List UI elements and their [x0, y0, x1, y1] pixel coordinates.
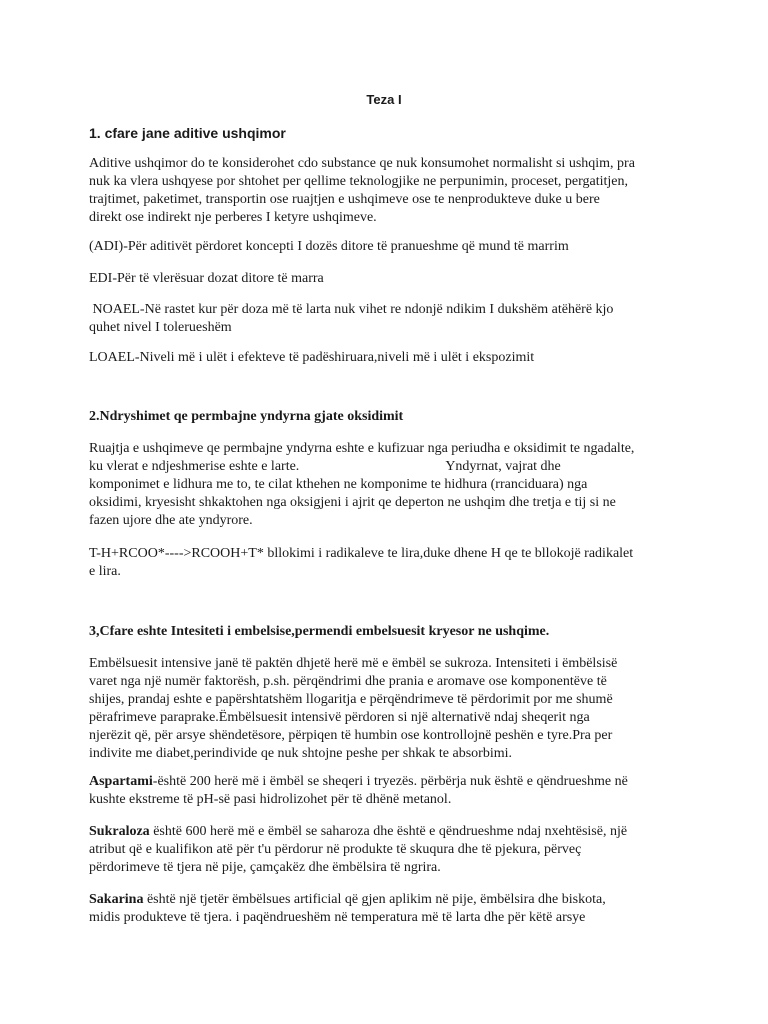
- text-line: trajtimet, paketimet, transportin ose ruajtjen e ushqimeve ose te nenprodukteve duke u bere: [89, 192, 600, 207]
- adi-definition: [89, 238, 689, 256]
- text-line: përafrimeve paraprake.Ëmbëlsuesit intensivë përdoren si një alternativë ndaj sheqerit nga: [89, 710, 590, 725]
- document-title: Teza I: [366, 92, 402, 107]
- text-line: direkt ose indirekt nje perberes I ketyre ushqimeve.: [89, 210, 377, 225]
- text-line: (ADI)-Për aditivët përdoret koncepti I dozës ditore të pranueshme që mund të marrim: [89, 239, 569, 254]
- text-line: e lira.: [89, 564, 121, 579]
- text-fragment: Yndyrnat, vajrat dhe: [445, 459, 561, 474]
- text-line: nuk ka vlera ushqyese por shtohet per qellime teknologjike ne perpunimin, proceset, pergatitjen,: [89, 174, 628, 189]
- text-line: kushte ekstreme të pH-së pasi hidrolizohet për të dhënë metanol.: [89, 792, 452, 807]
- noael-definition: [89, 301, 689, 337]
- text-line: njerëzit që, për arsye shëndetësore, përpiqen të humbin ose kontrollojnë peshën e tyre.Pra per: [89, 728, 613, 743]
- text-line: EDI-Për të vlerësuar dozat ditore të marra: [89, 271, 324, 286]
- aspartami-paragraph: [89, 773, 689, 809]
- text-line: indivite me diabet,perindividе qe nuk shtojne peshe per shkak te absorbimi.: [89, 746, 513, 761]
- loael-definition: [89, 349, 689, 367]
- text-line: midis produkteve të tjera. i paqëndrueshëm në temperatura më të larta dhe për këtë arsye: [89, 910, 586, 925]
- section-2-paragraph: [89, 440, 689, 530]
- text-line: LOAEL-Niveli më i ulët i efekteve të padëshiruara,niveli më i ulët i ekspozimit: [89, 350, 535, 365]
- section-3-heading: 3,Cfare eshte Intesiteti i embelsise,permendi embelsuesit kryesor ne ushqime.: [89, 624, 550, 639]
- sweetener-name: Aspartami: [89, 774, 153, 789]
- text-line: NOAEL-Në rastet kur për doza më të larta nuk vihet re ndonjë ndikim I dukshëm atëhërë kjo: [89, 302, 614, 317]
- text-fragment: -është 200 herë më i ëmbël se sheqeri i tryezës. përbërja nuk është e qëndrueshme në: [152, 774, 628, 789]
- section-1-heading: 1. cfare jane aditive ushqimor: [89, 125, 286, 141]
- text-line: përdorimeve të tjera në pije, çamçakëz dhe ëmbëlsira të ngrira.: [89, 860, 441, 875]
- text-line: oksidimi, kryesisht shkaktohen nga oksigjeni i ajrit qe deperton ne ushqim dhe tretja e tij si ne: [89, 495, 616, 510]
- text-line: quhet nivel I tolerueshëm: [89, 320, 232, 335]
- sweetener-name: Sakarina: [89, 892, 144, 907]
- text-line: atribut që e kualifikon atë për t'u përdorur në produkte të skuqura dhe të pjekura, përveç: [89, 842, 582, 857]
- text-line: T-H+RCOO*---->RCOOH+T* bllokimi i radikaleve te lira,duke dhene H qe te bllokojë radikalet: [89, 546, 634, 561]
- reaction-equation: [89, 545, 689, 581]
- text-line: komponimet e lidhura me to, te cilat kthehen ne komponime te hidhura (rranciduara) nga: [89, 477, 588, 492]
- text-line: [89, 823, 689, 841]
- sweetener-name: Sukraloza: [89, 824, 150, 839]
- sakarina-paragraph: [89, 891, 689, 927]
- text-line: shijes, prandaj eshte e papërshtatshëm llogaritja e përqëndrimeve të përdorimit por me shumë: [89, 692, 613, 707]
- text-line: [89, 773, 689, 791]
- text-fragment: ku vlerat e ndjeshmerise eshte e larte.: [89, 459, 300, 474]
- text-line: Embëlsuesit intensive janë të paktën dhjetë herë më e ëmbël se sukroza. Intensiteti i ëmbëlsisë: [89, 656, 618, 671]
- section-3-paragraph: [89, 655, 689, 763]
- text-line: varet nga një numër faktorësh, p.sh. përqëndrimi dhe prania e aromave ose komponentëve të: [89, 674, 607, 689]
- section-1-paragraph: [89, 155, 689, 227]
- text-fragment: është një tjetër ëmbëlsues artificial që gjen aplikim në pije, ëmbëlsira dhe biskota,: [143, 892, 606, 907]
- text-line: Aditive ushqimor do te konsiderohet cdo substance qe nuk konsumohet normalisht si ushqim, pra: [89, 156, 635, 171]
- text-line: [89, 891, 689, 909]
- text-fragment: është 600 herë më e ëmbël se saharoza dhe është e qëndrueshme ndaj nxehtësisë, një: [149, 824, 628, 839]
- section-2-heading: 2.Ndryshimet qe permbajne yndyrna gjate oksidimit: [89, 409, 404, 424]
- text-line: [89, 458, 689, 476]
- text-line: Ruajtja e ushqimeve qe permbajne yndyrna eshte e kufizuar nga periudha e oksidimit te ngadalte,: [89, 441, 635, 456]
- text-line: fazen ujore dhe ate yndyrore.: [89, 513, 253, 528]
- edi-definition: [89, 270, 689, 288]
- sukraloza-paragraph: [89, 823, 689, 877]
